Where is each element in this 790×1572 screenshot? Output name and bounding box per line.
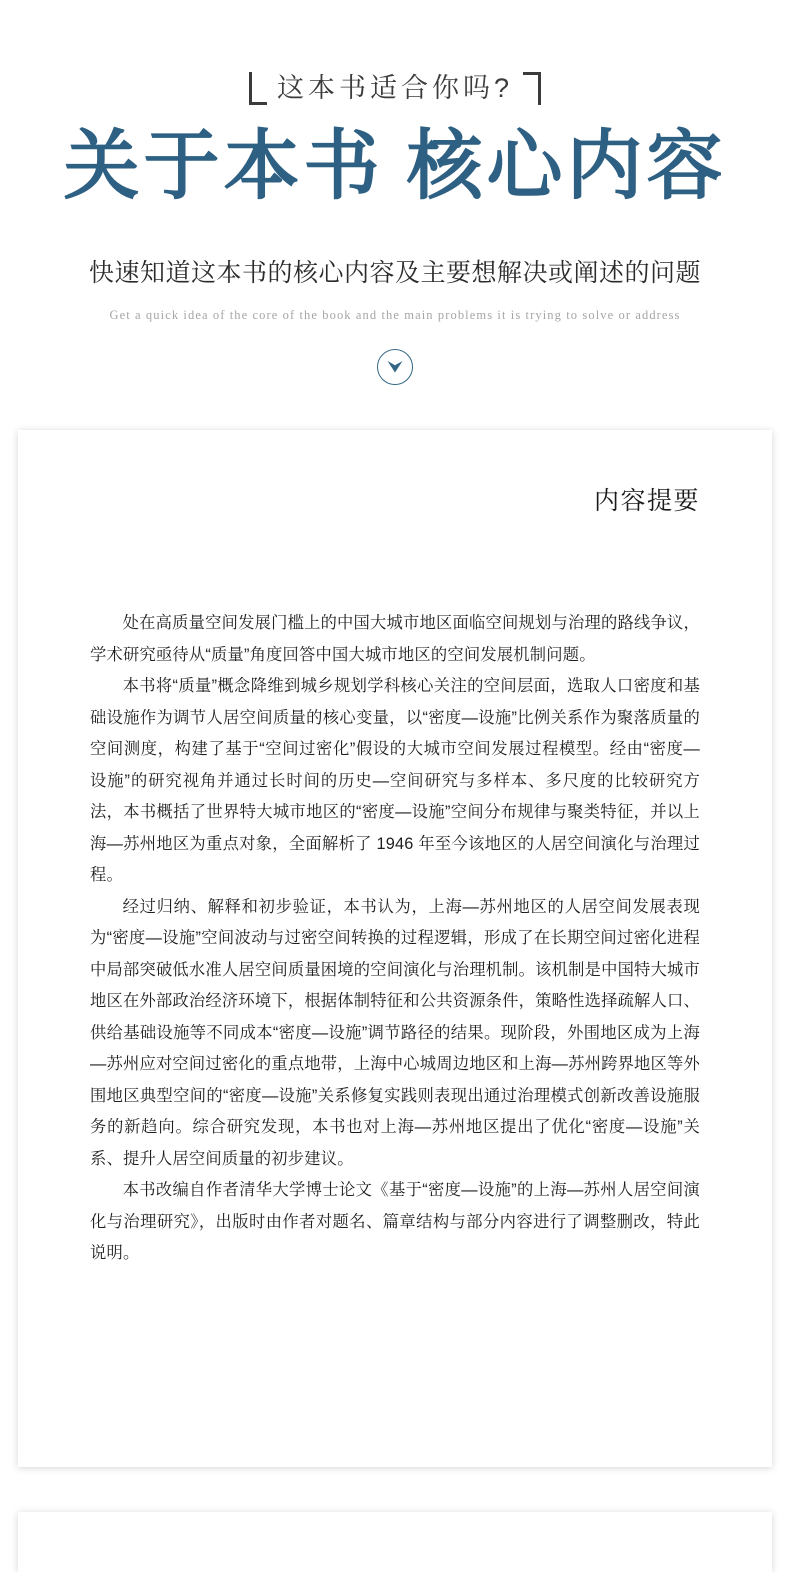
eyebrow-text: 这本书适合你吗?	[276, 73, 514, 103]
chevron-down-circle-icon[interactable]	[377, 349, 413, 385]
eyebrow-label	[0, 72, 790, 105]
next-content-card	[18, 1512, 772, 1572]
subtitle-english: Get a quick idea of the core of the book and the main problems it is trying to solve or address	[109, 307, 681, 322]
paragraph: 本书改编自作者清华大学博士论文《基于“密度—设施”的上海—苏州人居空间演化与治理研究》，出版时由作者对题名、篇章结构与部分内容进行了调整删改，特此说明。	[90, 1181, 700, 1262]
page-header	[0, 0, 790, 385]
paragraph: 本书将“质量”概念降维到城乡规划学科核心关注的空间层面，选取人口密度和基础设施作为调节人居空间质量的核心变量，以“密度—设施”比例关系作为聚落质量的空间测度，构建了基于“空间过密化”假设的大城市空间发展过程模型。经由“密度—设施”的研究视角并通过长时间的历史—空间研究与多样本、多尺度的比较研究方法，本书概括了世界特大城市地区的“密度—设施”空间分布规律与聚类特征，并以上海—苏州地区为重点对象，全面解析了 1946 年至今该地区的人居空间演化与治理过程。	[90, 677, 700, 884]
bracket-right-icon	[523, 72, 541, 105]
card-body	[18, 516, 772, 1270]
content-card	[18, 430, 772, 1467]
paragraph: 处在高质量空间发展门槛上的中国大城市地区面临空间规划与治理的路线争议，学术研究亟待从“质量”角度回答中国大城市地区的空间发展机制问题。	[90, 614, 700, 664]
subtitle-chinese: 快速知道这本书的核心内容及主要想解决或阐述的问题	[88, 260, 701, 288]
page-title: 关于本书 核心内容	[63, 125, 727, 209]
paragraph: 经过归纳、解释和初步验证，本书认为，上海—苏州地区的人居空间发展表现为“密度—设施”空间波动与过密空间转换的过程逻辑，形成了在长期空间过密化进程中局部突破低水准人居空间质量困境的空间演化与治理机制。该机制是中国特大城市地区在外部政治经济环境下，根据体制特征和公共资源条件，策略性选择疏解人口、供给基础设施等不同成本“密度—设施”调节路径的结果。现阶段，外围地区成为上海—苏州应对空间过密化的重点地带，上海中心城周边地区和上海—苏州跨界地区等外围地区典型空间的“密度—设施”关系修复实践则表现出通过治理模式创新改善设施服务的新趋向。综合研究发现，本书也对上海—苏州地区提出了优化“密度—设施”关系、提升人居空间质量的初步建议。	[90, 897, 700, 1168]
card-heading: 内容提要	[593, 487, 700, 515]
scroll-indicator[interactable]	[0, 349, 790, 385]
bracket-left-icon	[249, 72, 267, 105]
